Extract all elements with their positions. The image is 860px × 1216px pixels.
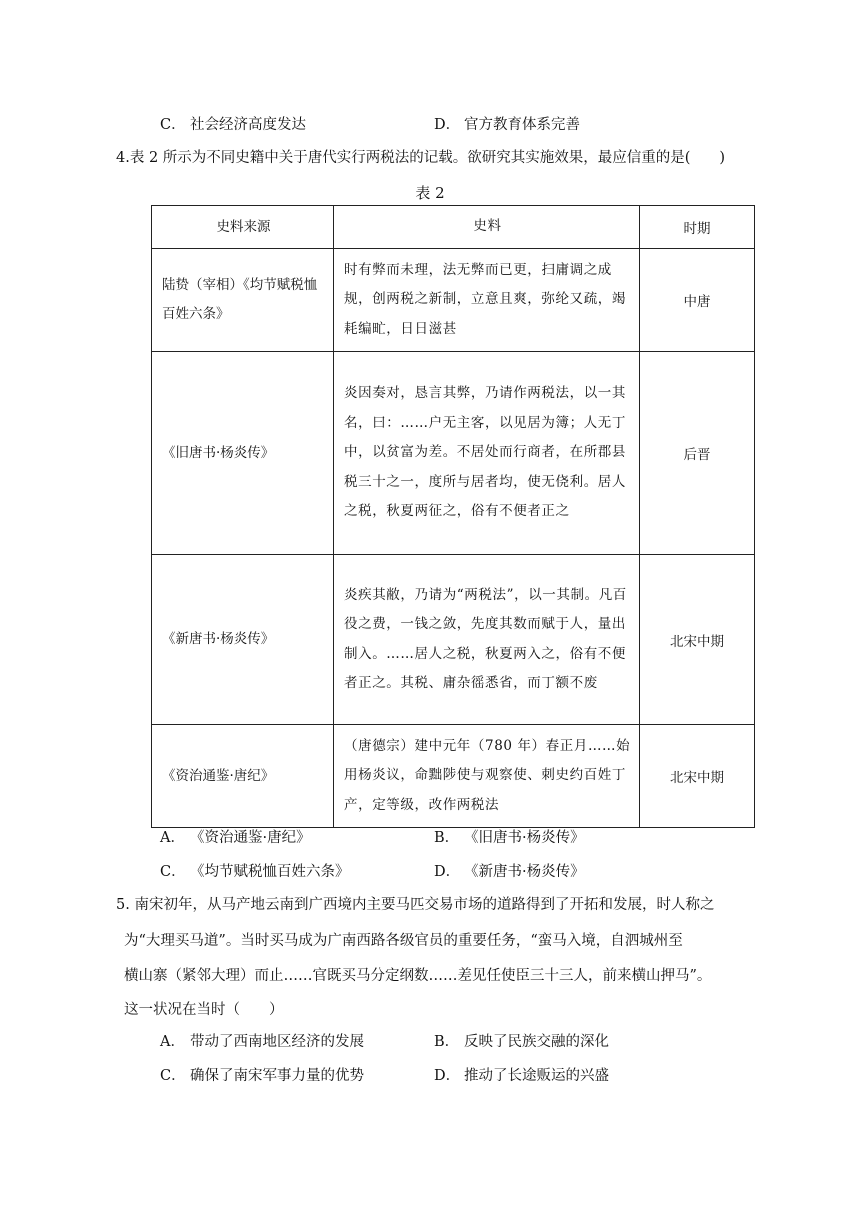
q5-options-row-1 (160, 1030, 780, 1052)
row-source: 陆贽（宰相）《均节赋税恤百姓六条》 (152, 249, 334, 352)
row-period: 北宋中期 (640, 725, 755, 828)
q4-option-b: B． 《旧唐书·杨炎传》 (434, 830, 585, 846)
q5-stem-line-1: 5. 南宋初年，从马产地云南到广西境内主要马匹交易市场的道路得到了开拓和发展，时人称之 (116, 897, 715, 913)
header-period: 时期 (640, 206, 755, 249)
row-source: 《新唐书·杨炎传》 (152, 555, 334, 725)
row-text: （唐德宗）建中元年（780 年）春正月……始用杨炎议，命黜陟使与观察使、刺史约百姓丁产，定等级，改作两税法 (334, 725, 640, 828)
q5-stem-line-2: 为“大理买马道”。当时买马成为广南西路各级官员的重要任务，“蛮马入境，自泗城州至 (124, 933, 683, 949)
q5-options-row-2 (160, 1064, 780, 1086)
q5-option-d: D． 推动了长途贩运的兴盛 (434, 1068, 609, 1084)
q5-stem-line-3: 横山寨（紧邻大理）而止……官既买马分定纲数……差见任使臣三十三人，前来横山押马”。 (124, 968, 712, 984)
q4-stem: 4.表 2 所示为不同史籍中关于唐代实行两税法的记载。欲研究其实施效果，最应信重的是( ) (116, 150, 726, 166)
row-period: 后晋 (640, 352, 755, 555)
q4-option-a: A． 《资治通鉴·唐纪》 (160, 830, 311, 846)
q5-option-b: B． 反映了民族交融的深化 (434, 1034, 609, 1050)
q3-option-d: D． 官方教育体系完善 (434, 117, 580, 133)
table-row (152, 725, 755, 828)
table-caption: 表 2 (415, 184, 445, 202)
table-header-row (152, 206, 755, 249)
q4-option-d: D． 《新唐书·杨炎传》 (434, 864, 585, 880)
q3-option-c: C． 社会经济高度发达 (160, 117, 306, 133)
row-period: 中唐 (640, 249, 755, 352)
row-period: 北宋中期 (640, 555, 755, 725)
q4-options-row-1 (160, 826, 780, 848)
q4-options-row-2 (160, 860, 780, 882)
q5-option-a: A． 带动了西南地区经济的发展 (160, 1034, 364, 1050)
q5-stem-line-4: 这一状况在当时（ ） (124, 1002, 284, 1018)
row-text: 炎疾其敝，乃请为“两税法”，以一其制。凡百役之费，一钱之敛，先度其数而赋于人，量出制入。……居人之税，秋夏两入之，俗有不便者正之。其税、庸杂徭悉省，而丁额不废 (334, 555, 640, 725)
q4-option-c: C． 《均节赋税恤百姓六条》 (160, 864, 350, 880)
row-source: 《资治通鉴·唐纪》 (152, 725, 334, 828)
table-row (152, 249, 755, 352)
q3-options-row (160, 113, 780, 135)
table-row (152, 352, 755, 555)
row-source: 《旧唐书·杨炎传》 (152, 352, 334, 555)
row-text: 炎因奏对，恳言其弊，乃请作两税法，以一其名，曰：……户无主客，以见居为簿；人无丁中，以贫富为差。不居处而行商者，在所郡县税三十之一，度所与居者均，使无侥利。居人之税，秋夏两征之，俗有不便者正之 (334, 352, 640, 555)
header-text: 史料 (334, 206, 640, 249)
q5-option-c: C． 确保了南宋军事力量的优势 (160, 1068, 364, 1084)
source-table (151, 205, 755, 828)
header-source: 史料来源 (152, 206, 334, 249)
table-row (152, 555, 755, 725)
row-text: 时有弊而未理，法无弊而已更，扫庸调之成规，创两税之新制，立意且爽，弥纶又疏，竭耗编甿，日日滋甚 (334, 249, 640, 352)
